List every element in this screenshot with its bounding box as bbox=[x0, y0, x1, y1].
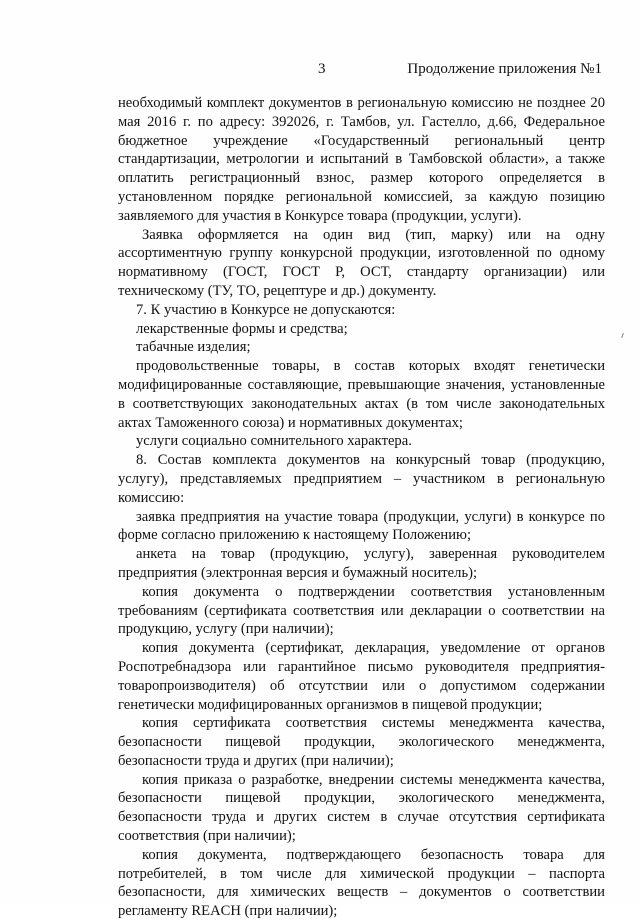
document-body bbox=[118, 94, 605, 921]
page-number: 3 bbox=[318, 61, 326, 77]
excluded-item-gmo-food: продовольственные товары, в состав которых входят генетически модифицированные составляющие, превышающие значения, установленные в соответствующих законодательных актах (в том числе законодательных актах Таможенного союза) и нормативных документах; bbox=[118, 358, 605, 431]
doc-item-conformity-copy: копия документа о подтверждении соответствия установленным требованиям (сертификата соответствия или декларации о соответствии на продукцию, услугу (при наличии); bbox=[118, 583, 605, 638]
section-7-heading: 7. К участию в Конкурсе не допускаются: bbox=[136, 301, 396, 318]
doc-item-safety-document: копия документа, подтверждающего безопасность товара для потребителей, в том числе для химической продукции – паспорта безопасности, для химических веществ – документов о соответствии регламенту REACH (при наличии); bbox=[118, 846, 605, 920]
doc-item-gmo-document: копия документа (сертификат, декларация, уведомление от органов Роспотребнадзора или гарантийное письмо руководителя предприятия-товаропроизводителя) об отсутствии или о допустимом содержании генетически модифицированных организмов в пищевой продукции; bbox=[118, 640, 605, 713]
excluded-item-tobacco: табачные изделия; bbox=[136, 339, 251, 356]
doc-item-questionnaire: анкета на товар (продукцию, услугу), заверенная руководителем предприятия (электронная версия и бумажный носитель); bbox=[118, 546, 605, 581]
scan-mark bbox=[621, 333, 623, 338]
paragraph-submission-deadline: необходимый комплект документов в региональную комиссию не позднее 20 мая 2016 г. по адресу: 392026, г. Тамбов, ул. Гастелло, д.66, Федеральное бюджетное учреждение «Государственный региональный центр стандартизации, метрологии и испытаний в Тамбовской области», а также оплатить регистрационный взнос, размер которого определяется в установленном порядке региональной комиссией, за каждую позицию заявляемого для участия в Конкурсе товара (продукции, услуги). bbox=[118, 95, 605, 224]
excluded-item-dubious-services: услуги социально сомнительного характера. bbox=[136, 433, 412, 450]
excluded-item-medicines: лекарственные формы и средства; bbox=[136, 320, 348, 337]
appendix-continuation-note: Продолжение приложения №1 bbox=[407, 61, 602, 77]
doc-item-management-order: копия приказа о разработке, внедрении системы менеджмента качества, безопасности пищевой продукции, экологического менеджмента, безопасности труда и других систем в случае отсутствия сертификата соответствия (при наличии); bbox=[118, 771, 605, 845]
section-8-heading: 8. Состав комплекта документов на конкурсный товар (продукцию, услугу), представляемых предприятием – участником в региональную комиссию: bbox=[118, 452, 605, 506]
doc-item-application: заявка предприятия на участие товара (продукции, услуги) в конкурсе по форме согласно приложению к настоящему Положению; bbox=[118, 508, 605, 544]
paragraph-application-scope: Заявка оформляется на один вид (тип, марку) или на одну ассортиментную группу конкурсной продукции, изготовленной по одному нормативному (ГОСТ, ГОСТ Р, ОСТ, стандарту организации) или техническому (ТУ, ТО, рецептуре и др.) документу. bbox=[118, 226, 605, 299]
doc-item-management-certificate: копия сертификата соответствия системы менеджмента качества, безопасности пищевой продукции, экологического менеджмента, безопасности труда и других (при наличии); bbox=[118, 715, 605, 769]
